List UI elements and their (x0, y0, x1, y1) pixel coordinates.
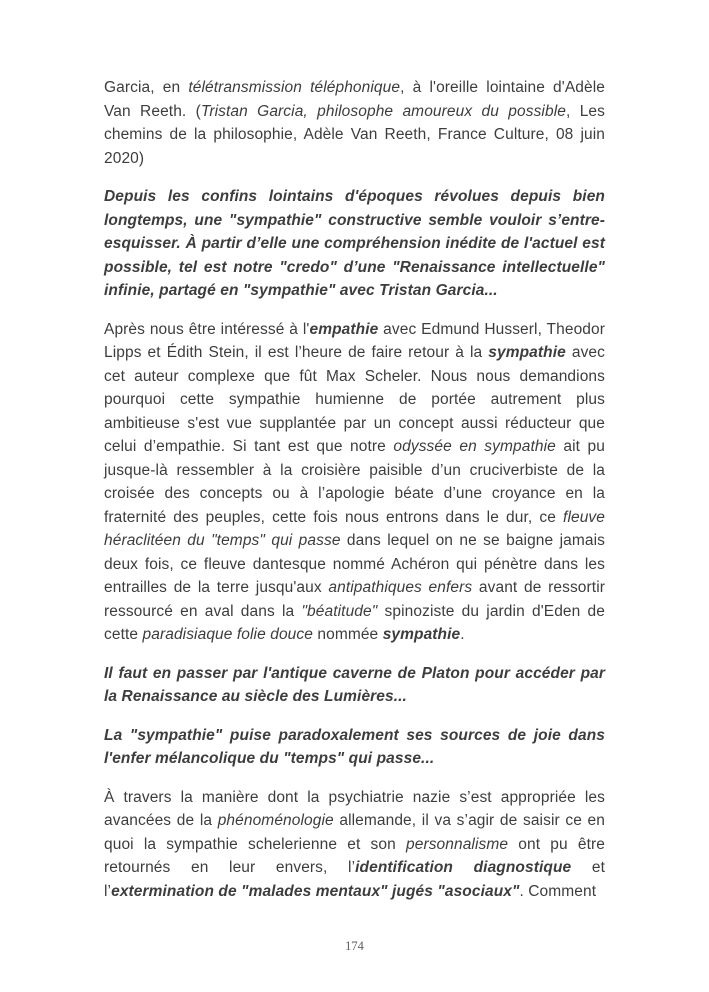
text-segment: avec cet auteur complexe que fût Max Scheler. Nous nous demandions pourquoi cette sympathie humienne de portée autrement plus ambitieuse s'est vue supplantée par un concept aussi réducteur que celui d’empathie. Si tant est que notre (104, 344, 605, 455)
text-segment: odyssée en sympathie (393, 438, 556, 455)
text-segment: nommée (312, 626, 383, 643)
text-segment: Il faut en passer par l'antique caverne de Platon pour accéder par la Renaissance au siècle des Lumières... (104, 664, 605, 705)
text-segment: et l’ (104, 859, 605, 900)
text-segment: télétransmission téléphonique (188, 79, 401, 96)
text-segment: . (460, 626, 465, 643)
text-segment: Depuis les confins lointains d'époques révolues depuis bien longtemps, une "sympathie" constructive semble vouloir s’entre-esquisser. À partir d’elle une compréhension inédite de l'actuel est possible, tel est notre "credo" d’une "Renaissance intellectuelle" infinie, partagé en "sympathie" avec Tristan Garcia... (104, 188, 605, 299)
text-segment: ait pu jusque-là ressembler à la croisière paisible d’un cruciverbiste de la croisée des concepts ou à l’apologie béate d’une croyance en la fraternité des peuples, cette fois nous entrons dans le dur, ce (104, 438, 605, 526)
text-segment: avant de ressortir ressourcé en aval dans la (104, 579, 605, 620)
paragraph (104, 318, 605, 647)
text-segment: paradisiaque folie douce (142, 626, 313, 643)
text-segment: phénoménologie (217, 812, 334, 829)
text-segment: Après nous être intéressé à l' (104, 320, 310, 338)
text-segment: empathie (309, 320, 379, 338)
text-segment: ont pu être retournés en leur envers, l’ (104, 835, 605, 876)
paragraph (104, 185, 605, 303)
text-segment: personnalisme (406, 835, 509, 853)
document-body (104, 76, 605, 918)
text-segment: À travers la manière dont la psychiatrie nazie s’est appropriée les avancées de la (104, 788, 605, 829)
text-segment: identification diagnostique (355, 859, 572, 876)
paragraph (104, 786, 605, 904)
text-segment: allemande, il va s’agir de saisir ce en quoi la sympathie schelerienne et son (104, 812, 605, 853)
paragraph (104, 724, 605, 771)
text-segment: , à l'oreille lointaine d'Adèle Van Reeth. ( (104, 79, 605, 120)
text-segment: , Les chemins de la philosophie, Adèle Van Reeth, France Culture, 08 juin 2020) (104, 102, 605, 167)
text-segment: dans lequel on ne se baigne jamais deux fois, ce fleuve dantesque nommé Achéron qui pénètre dans les entrailles de la terre jusqu'aux (104, 532, 605, 596)
page-number: 174 (345, 939, 364, 953)
text-segment: La "sympathie" puise paradoxalement ses sources de joie dans l'enfer mélancolique du "temps" qui passe... (104, 726, 605, 767)
text-segment: . Comment (519, 882, 597, 900)
text-segment: fleuve héraclitéen du "temps" qui passe (104, 508, 605, 549)
text-segment: Tristan Garcia, philosophe amoureux du possible (200, 102, 566, 120)
paragraph (104, 662, 605, 709)
text-segment: antipathiques enfers (328, 579, 473, 596)
text-segment: spinoziste du jardin d'Eden de cette (104, 602, 605, 643)
text-segment: extermination de "malades mentaux" jugés "asociaux" (111, 882, 520, 900)
text-segment: Garcia, en (104, 79, 189, 96)
text-segment: "béatitude" (301, 602, 378, 620)
paragraph (104, 76, 605, 170)
text-segment: avec Edmund Husserl, Theodor Lipps et Édith Stein, il est l’heure de faire retour à la (104, 320, 605, 361)
text-segment: sympathie (382, 626, 461, 643)
text-segment: sympathie (488, 344, 566, 361)
